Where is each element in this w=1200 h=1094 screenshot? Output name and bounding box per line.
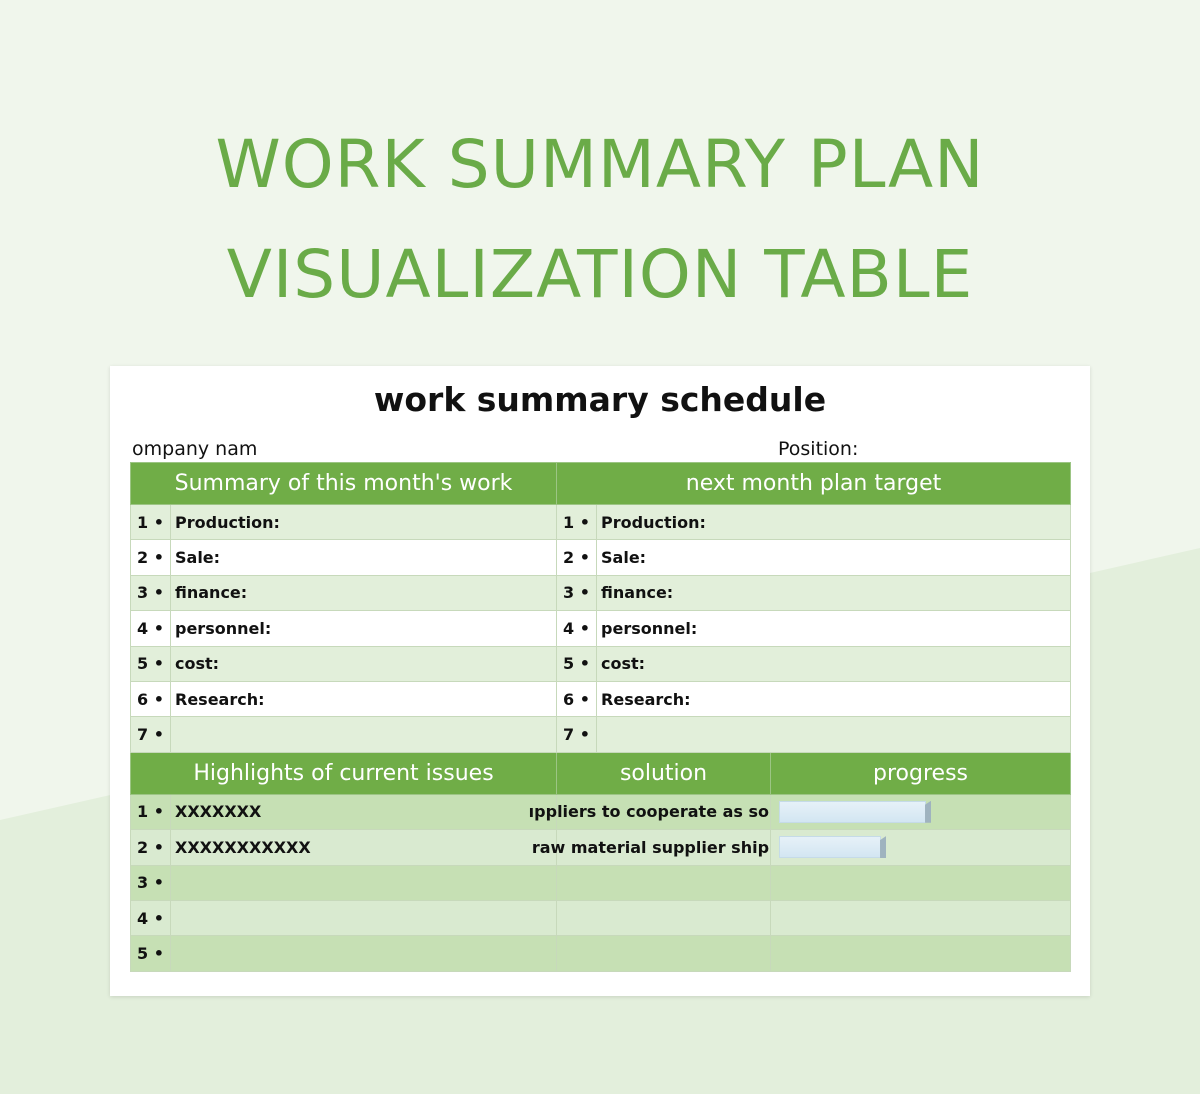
- summary-row: [131, 646, 1071, 681]
- solution-cell[interactable]: [557, 865, 771, 900]
- next-month-plan-header: next month plan target: [557, 463, 1071, 505]
- issue-row: [131, 865, 1071, 900]
- row-number: 2 •: [131, 830, 171, 865]
- issue-cell[interactable]: [171, 936, 557, 971]
- plan-cell[interactable]: [597, 717, 1071, 752]
- progress-bar: [779, 801, 926, 823]
- row-number: 4 •: [131, 611, 171, 646]
- issue-row: [131, 794, 1071, 829]
- row-number: 3 •: [131, 575, 171, 610]
- row-number: 5 •: [557, 646, 597, 681]
- progress-cell[interactable]: [771, 900, 1071, 935]
- solution-header: solution: [557, 752, 771, 794]
- plan-cell[interactable]: cost:: [597, 646, 1071, 681]
- plan-cell[interactable]: Research:: [597, 681, 1071, 716]
- progress-bar: [779, 836, 881, 858]
- issue-cell[interactable]: [171, 865, 557, 900]
- row-number: 7 •: [557, 717, 597, 752]
- plan-cell[interactable]: personnel:: [597, 611, 1071, 646]
- summary-cell[interactable]: Sale:: [171, 540, 557, 575]
- plan-cell[interactable]: Production:: [597, 505, 1071, 540]
- summary-header-row: [131, 463, 1071, 505]
- summary-row: [131, 611, 1071, 646]
- issue-cell[interactable]: XXXXXXX: [171, 794, 557, 829]
- summary-cell[interactable]: finance:: [171, 575, 557, 610]
- summary-table: [130, 462, 1071, 972]
- summary-cell[interactable]: cost:: [171, 646, 557, 681]
- plan-cell[interactable]: Sale:: [597, 540, 1071, 575]
- row-number: 1 •: [131, 505, 171, 540]
- row-number: 1 •: [131, 794, 171, 829]
- row-number: 1 •: [557, 505, 597, 540]
- progress-cell[interactable]: [771, 794, 1071, 829]
- hero-title-line2: VISUALIZATION TABLE: [226, 236, 974, 313]
- highlights-header: Highlights of current issues: [131, 752, 557, 794]
- summary-row: [131, 505, 1071, 540]
- row-number: 7 •: [131, 717, 171, 752]
- solution-cell[interactable]: [531, 830, 771, 865]
- summary-cell[interactable]: Production:: [171, 505, 557, 540]
- progress-cell[interactable]: [771, 865, 1071, 900]
- issue-cell[interactable]: [171, 900, 557, 935]
- issue-row: [131, 900, 1071, 935]
- row-number: 4 •: [557, 611, 597, 646]
- summary-cell[interactable]: [171, 717, 557, 752]
- summary-row: [131, 540, 1071, 575]
- sheet-title: work summary schedule: [373, 380, 827, 419]
- plan-cell[interactable]: finance:: [597, 575, 1071, 610]
- solution-text: raw material supplier ship: [531, 837, 770, 857]
- solution-cell[interactable]: [528, 794, 771, 829]
- summary-row: [131, 681, 1071, 716]
- issue-cell[interactable]: XXXXXXXXXXX: [171, 830, 557, 865]
- row-number: 5 •: [131, 646, 171, 681]
- spreadsheet-card: [110, 366, 1090, 996]
- row-number: 3 •: [131, 865, 171, 900]
- progress-cell[interactable]: [771, 936, 1071, 971]
- solution-cell[interactable]: [557, 936, 771, 971]
- summary-cell[interactable]: personnel:: [171, 611, 557, 646]
- progress-header: progress: [771, 752, 1071, 794]
- hero-title: [0, 110, 1200, 330]
- summary-this-month-header: Summary of this month's work: [131, 463, 557, 505]
- solution-cell[interactable]: [557, 900, 771, 935]
- issues-header-row: [131, 752, 1071, 794]
- progress-cell[interactable]: [771, 830, 1071, 865]
- hero-title-line1: WORK SUMMARY PLAN: [215, 126, 985, 203]
- row-number: 2 •: [557, 540, 597, 575]
- summary-row: [131, 717, 1071, 752]
- summary-row: [131, 575, 1071, 610]
- row-number: 4 •: [131, 900, 171, 935]
- solution-text: ıppliers to cooperate as so: [528, 802, 770, 822]
- summary-cell[interactable]: Research:: [171, 681, 557, 716]
- row-number: 2 •: [131, 540, 171, 575]
- row-number: 6 •: [557, 681, 597, 716]
- issue-row: [131, 936, 1071, 971]
- position-label: Position:: [778, 438, 859, 460]
- row-number: 6 •: [131, 681, 171, 716]
- row-number: 5 •: [131, 936, 171, 971]
- company-name-label: ompany nam: [132, 438, 258, 460]
- issue-row: [131, 830, 1071, 865]
- row-number: 3 •: [557, 575, 597, 610]
